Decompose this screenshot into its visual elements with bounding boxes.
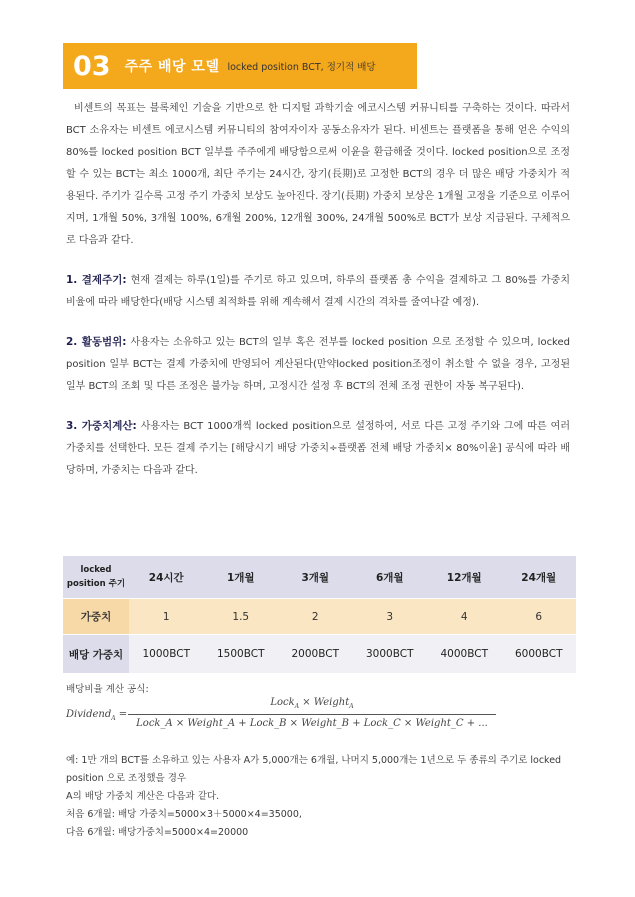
table-cell: 4 <box>427 599 502 635</box>
section-weight-calc <box>66 415 570 482</box>
table-header-cell: 24개월 <box>502 556 577 599</box>
table-cell: 1500BCT <box>204 635 279 674</box>
section-title: 주주 배당 모델 <box>124 59 220 75</box>
example-block <box>66 752 570 842</box>
table-cell: 1 <box>129 599 204 635</box>
section-body: 사용자는 BCT 1000개씩 locked position으로 설정하여, 서로 다른 고정 주기와 그에 따른 여러 가중치를 선택한다. 모든 결제 주기는 [해당시기 배당 가중치÷플랫폼 전체 배당 가중치× 80%이윤] 공식에 따라 배당하며, 가중치는 다음과 같다. <box>66 421 570 476</box>
formula-denominator: Lock_A × Weight_A + Lock_B × Weight_B + Lock_C × Weight_C + ... <box>136 718 488 729</box>
formula-numerator: Lock$_A$ × Weight$_A$ <box>270 697 354 710</box>
section-body: 현재 결제는 하루(1일)를 주기로 하고 있으며, 하루의 플랫폼 총 수익을 결제하고 그 80%를 가중치 비율에 따라 배당한다(배당 시스템 최적화를 위해 계속해서 결제 시간의 격차를 줄여나갈 예정). <box>66 275 570 308</box>
table-header-cell: 12개월 <box>427 556 502 599</box>
table-row-dividend-weight <box>63 635 576 674</box>
example-line: 처음 6개월: 배당 가중치=5000×3＋5000×4=35000, <box>66 809 302 820</box>
table-cell: 1000BCT <box>129 635 204 674</box>
section-heading: 3. 가중치계산: <box>66 420 137 432</box>
intro-paragraph: 비센트의 목표는 블록체인 기술을 기반으로 한 디지털 과학기술 에코시스템 커뮤니티를 구축하는 것이다. 따라서 BCT 소유자는 비센트 에코시스템 커뮤니티의 참여자이자 공동소유자가 된다. 비센트는 플랫폼을 통해 얻은 수익의 80%를 locked position BCT 일부를 주주에게 배당함으로써 이윤을 환급해줄 것이다. locked position으로 조정할 수 있는 BCT는 최소 1000개, 최단 주기는 24시간, 장기(長期)로 고정한 BCT의 경우 더 많은 배당 가중치가 적용된다. 주기가 길수록 고정 주기 가중치 보상도 높아진다. 장기(長期) 가중치 보상은 1개월 고정을 기준으로 이루어지며, 1개월 50%, 3개월 100%, 6개월 200%, 12개월 300%, 24개월 500%로 BCT가 보상 지급된다. 구체적으로 다음과 같다. <box>66 103 570 246</box>
table-header-row <box>63 556 576 599</box>
table-cell: 3000BCT <box>353 635 428 674</box>
section-heading: 2. 활동범위: <box>66 336 127 348</box>
table-corner-header: locked position 주기 <box>63 556 129 599</box>
section-payment-cycle <box>66 269 570 314</box>
section-body: 사용자는 소유하고 있는 BCT의 일부 혹은 전부를 locked position 으로 조정할 수 있으며, locked position 일부 BCT는 결제 가중치에 반영되어 계산된다(만약locked position조정이 취소할 수 없을 경우, 고정된 일부 BCT의 조회 및 다른 조정은 불가능 하며, 고정시간 설정 후 BCT의 전체 조정 권한이 자동 복구된다). <box>66 337 570 392</box>
weight-table <box>63 556 576 674</box>
table-header-cell: 24시간 <box>129 556 204 599</box>
formula-fraction <box>128 697 496 729</box>
body-text <box>66 98 570 482</box>
section-subtitle: locked position BCT, 정기적 배당 <box>227 62 376 73</box>
table-cell: 3 <box>353 599 428 635</box>
table-cell: 1.5 <box>204 599 279 635</box>
table-header-cell: 1개월 <box>204 556 279 599</box>
section-heading: 1. 결제주기: <box>66 274 127 286</box>
fraction-bar <box>128 714 496 715</box>
row-label: 가중치 <box>63 599 129 635</box>
section-number: 03 <box>73 50 111 82</box>
section-banner <box>63 43 417 89</box>
row-label: 배당 가중치 <box>63 635 129 674</box>
example-line: 예: 1만 개의 BCT를 소유하고 있는 사용자 A가 5,000개는 6개월, 나머지 5,000개는 1년으로 두 종류의 주기로 locked position 으로 조정했을 경우 <box>66 755 562 784</box>
example-line: 다음 6개월: 배당가중치=5000×4=20000 <box>66 827 249 838</box>
table-cell: 6 <box>502 599 577 635</box>
formula-lhs: Dividend$_A$ = <box>66 709 128 722</box>
table-header-cell: 6개월 <box>353 556 428 599</box>
table-cell: 2000BCT <box>278 635 353 674</box>
example-line: A의 배당 가중치 계산은 다음과 같다. <box>66 791 220 802</box>
table-cell: 2 <box>278 599 353 635</box>
table-cell: 4000BCT <box>427 635 502 674</box>
formula-label: 배당비율 계산 공식: <box>66 684 149 695</box>
table-header-cell: 3개월 <box>278 556 353 599</box>
table-cell: 6000BCT <box>502 635 577 674</box>
table-row-weight <box>63 599 576 635</box>
section-activity-scope <box>66 331 570 398</box>
